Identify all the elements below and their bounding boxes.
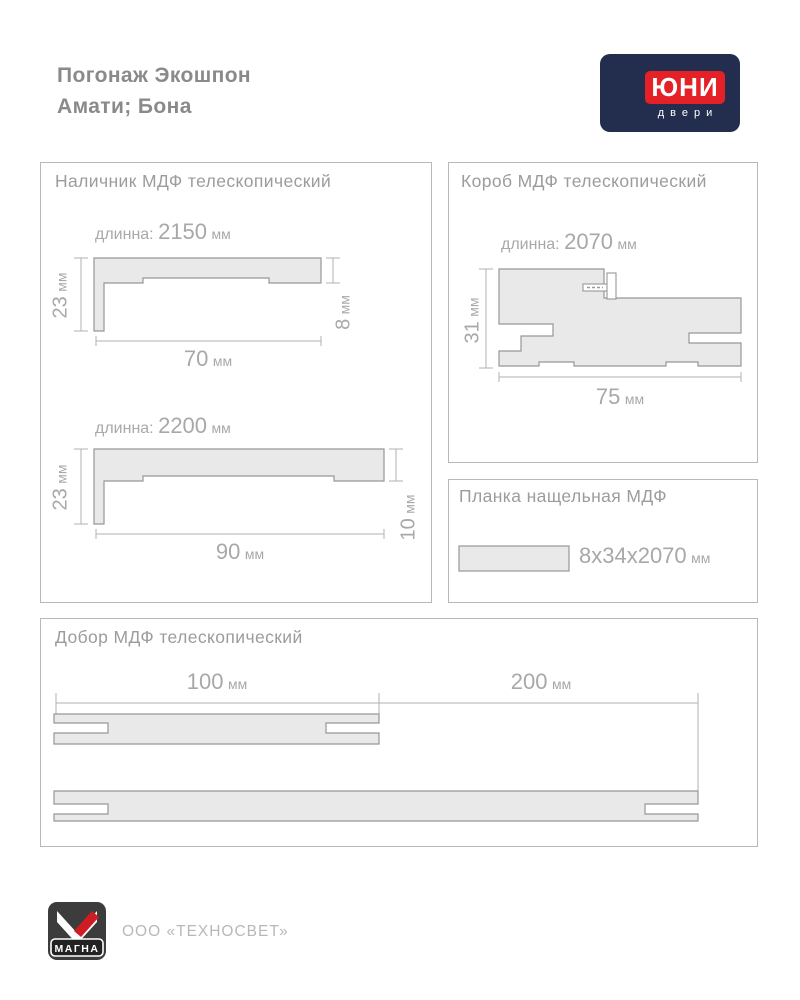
planka-size-label: 8х34х2070 мм <box>579 543 711 568</box>
dobor-dim2-label: 200 мм <box>510 669 572 694</box>
page-title-line1: Погонаж Экошпон <box>57 64 252 87</box>
korob-profile-outline <box>499 269 741 366</box>
panel-korob <box>448 162 758 463</box>
dobor-drawing <box>41 619 757 846</box>
nalichnik-title: Наличник МДФ телескопический <box>55 171 332 191</box>
uni-sub-text: двери <box>657 107 719 119</box>
magna-name-text: МАГНА <box>54 943 100 955</box>
page-title-line2: Амати; Бона <box>57 95 192 118</box>
korob-title: Короб МДФ телескопический <box>461 171 707 191</box>
nalichnik2-profile-outline <box>94 449 384 524</box>
korob-length-label: длинна: 2070 мм <box>501 229 637 254</box>
nalichnik1-width-label: 70 мм <box>183 346 233 371</box>
magna-logo-icon <box>48 902 106 960</box>
panel-dobor <box>40 618 758 847</box>
dobor-board2-outline <box>54 791 698 821</box>
nalichnik2-thickness-label: 10 мм <box>397 494 420 541</box>
nalichnik1-profile-outline <box>94 258 321 331</box>
magna-logo <box>48 902 106 960</box>
company-name: ООО «ТЕХНОСВЕТ» <box>122 923 289 940</box>
nalichnik1-length-label: длинна: 2150 мм <box>95 219 231 244</box>
korob-width-label: 75 мм <box>595 384 645 409</box>
uni-dveri-logo <box>600 54 740 132</box>
uni-brand-box <box>645 71 725 104</box>
nalichnik1-height-label: 23 мм <box>49 272 72 319</box>
page-title <box>57 60 251 122</box>
planka-title: Планка нащельная МДФ <box>459 486 667 506</box>
panel-planka <box>448 479 758 603</box>
nalichnik2-length-label: длинна: 2200 мм <box>95 413 231 438</box>
korob-drawing <box>449 163 757 462</box>
nalichnik2-height-label: 23 мм <box>49 464 72 511</box>
uni-brand-text: ЮНИ <box>651 72 719 102</box>
korob-height-label: 31 мм <box>461 297 484 344</box>
dobor-board1-outline <box>54 714 379 744</box>
nalichnik2-width-label: 90 мм <box>215 539 265 564</box>
dobor-dim1-label: 100 мм <box>186 669 248 694</box>
planka-bar-shape <box>459 546 569 571</box>
panel-nalichnik <box>40 162 432 603</box>
dobor-title: Добор МДФ телескопический <box>55 627 303 647</box>
nalichnik1-thickness-label: 8 мм <box>332 295 355 330</box>
